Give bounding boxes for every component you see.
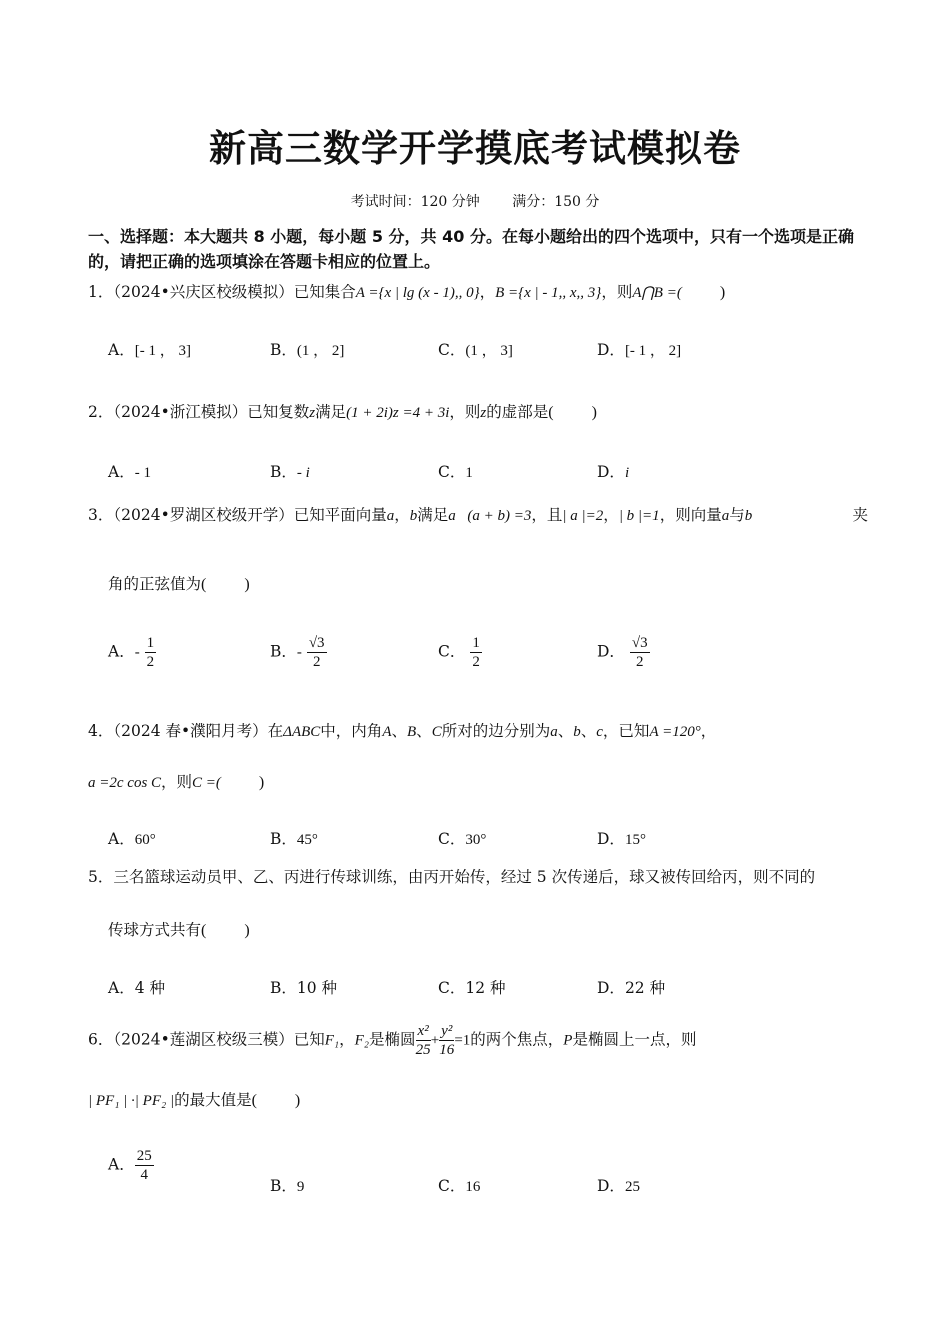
question-5: 5．三名篮球运动员甲、乙、丙进行传球训练，由丙开始传，经过 5 次传递后，球又被传回给丙，则不同的 (88, 868, 816, 886)
question-3: 3．（2024•罗湖区校级开学）已知平面向量a，b满足a⃗(a + b) =3，且| a |=2，| b |=1，则向量a与b 夹 (88, 506, 868, 524)
question-1: 1．（2024•兴庆区校级模拟）已知集合A ={x | lg (x - 1),, 0}，B ={x | - 1,, x,, 3}，则A⋂B =( ) (88, 283, 726, 301)
equation: a⃗(a + b) =3 (448, 508, 532, 524)
option-a[interactable]: A．60° (108, 830, 156, 848)
option-d[interactable]: D．22 种 (597, 979, 666, 997)
option-b[interactable]: B．(1 ， 2] (270, 341, 345, 359)
question-5-line2: 传球方式共有( ) (108, 921, 250, 939)
option-d[interactable]: D．[- 1 ， 2] (597, 341, 682, 359)
question-4: 4．（2024 春•濮阳月考）在ΔABC中，内角A、B、C所对的边分别为a、b、c，已知A =120°， (88, 722, 717, 740)
question-6: 6．（2024•莲湖区校级三模）已知F₁，F₂是椭圆 $\frac{\text{x²}}{25}$ + $\frac{\text{y²}}{16}$ =1的两个焦点，P是椭圆上一点，则 (88, 1023, 697, 1058)
intersection-expr: A⋂B =( (632, 285, 682, 301)
option-c[interactable]: C．12 种 (438, 979, 506, 997)
option-a[interactable]: A．4 种 (108, 979, 165, 997)
set-b: B ={x | - 1,, x,, 3} (495, 285, 602, 301)
option-a[interactable]: A．[- 1 ， 3] (108, 341, 191, 359)
page-title: 新高三数学开学摸底考试模拟卷 (209, 126, 741, 170)
option-b[interactable]: B．10 种 (270, 979, 338, 997)
option-a[interactable]: A．- $\frac{1}{2}$ (108, 635, 155, 670)
question-4-line2: a =2c cos C，则C =( ) (88, 773, 265, 791)
question-source: （2024•罗湖区校级开学）已知平面向量 (113, 506, 387, 524)
option-b[interactable]: B．- i (270, 463, 310, 481)
question-source: （2024•浙江模拟）已知复数 (113, 403, 310, 421)
option-a[interactable]: A． $\frac{25}{4}$ (108, 1148, 152, 1183)
section-heading: 一、选择题：本大题共 8 小题，每小题 5 分，共 40 分。在每小题给出的四个选项中，只有一个选项是正确的，请把正确的选项填涂在答题卡相应的位置上。 (88, 227, 854, 271)
option-d[interactable]: D． $\frac{√3}{2}$ (597, 635, 648, 670)
question-6-line2: | PF₁ | ·| PF₂ |的最大值是( ) (88, 1091, 301, 1109)
question-3-line2: 角的正弦值为( ) (108, 575, 250, 593)
question-number: 2． (88, 403, 114, 421)
question-source: （2024•兴庆区校级模拟）已知集合 (113, 283, 356, 301)
question-number: 3． (88, 506, 114, 524)
option-c[interactable]: C．30° (438, 830, 487, 848)
option-b[interactable]: B．- $\frac{√3}{2}$ (270, 635, 325, 670)
question-2: 2．（2024•浙江模拟）已知复数z满足(1 + 2i)z =4 + 3i，则z的虚部是( ) (88, 403, 597, 421)
equation: (1 + 2i)z =4 + 3i (346, 405, 450, 421)
option-b[interactable]: B．45° (270, 830, 318, 848)
exam-time: 考试时间：120 分钟 (350, 194, 480, 210)
option-d[interactable]: D．i (597, 463, 630, 481)
option-c[interactable]: C．1 (438, 463, 473, 481)
option-c[interactable]: C．16 (438, 1177, 481, 1195)
option-c[interactable]: C．(1 ， 3] (438, 341, 513, 359)
option-d[interactable]: D．25 (597, 1177, 640, 1195)
exam-score: 满分：150 分 (512, 194, 600, 210)
exam-info (0, 191, 950, 211)
option-c[interactable]: C． $\frac{1}{2}$ (438, 635, 480, 670)
question-number: 1． (88, 283, 114, 301)
option-b[interactable]: B．9 (270, 1177, 305, 1195)
set-a: A ={x | lg (x - 1),, 0} (355, 285, 480, 301)
option-d[interactable]: D．15° (597, 830, 646, 848)
option-a[interactable]: A．- 1 (108, 463, 151, 481)
